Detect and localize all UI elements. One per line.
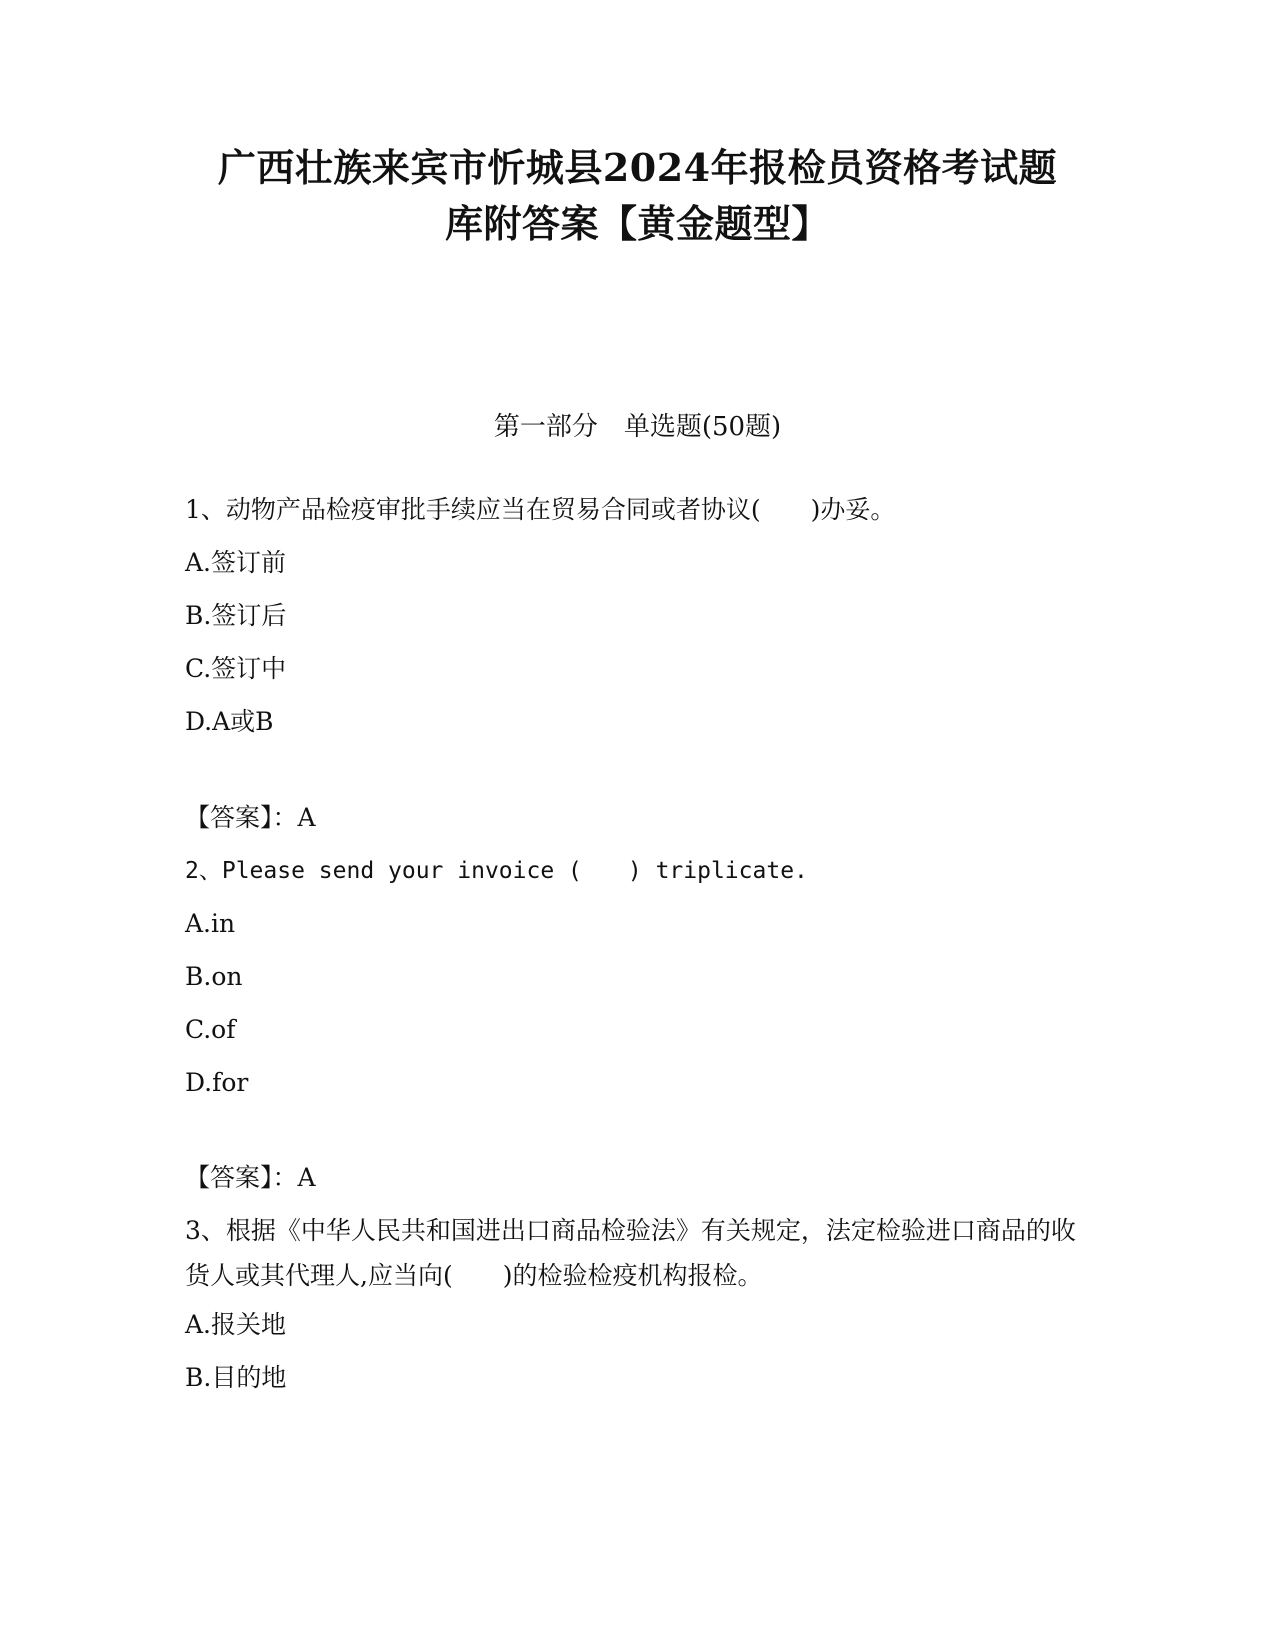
question-2-option-b: B.on bbox=[185, 962, 243, 991]
question-2-option-d: D.for bbox=[185, 1068, 249, 1097]
question-2-option-a: A.in bbox=[185, 909, 236, 938]
question-1-option-c: C.签订中 bbox=[185, 654, 287, 683]
question-2-option-c: C.of bbox=[185, 1015, 236, 1044]
section-heading: 第一部分 单选题(50题) bbox=[493, 412, 782, 442]
question-3-stem: 3、根据《中华人民共和国进出口商品检验法》有关规定，法定检验进口商品的收货人或其代理人,应当向( )的检验检疫机构报检。 bbox=[185, 1216, 1076, 1290]
question-2-answer: 【答案】：A bbox=[185, 1163, 316, 1192]
question-1-option-a: A.签订前 bbox=[185, 548, 287, 577]
title-line-1: 广西壮族来宾市忻城县2024年报检员资格考试题 bbox=[217, 145, 1058, 190]
question-1-option-d: D.A或B bbox=[185, 707, 274, 736]
question-1-option-b: B.签订后 bbox=[185, 601, 287, 630]
question-1-answer: 【答案】：A bbox=[185, 803, 316, 832]
title-line-2: 库附答案【黄金题型】 bbox=[444, 201, 830, 246]
question-2-stem: 2、Please send your invoice ( ) triplicate. bbox=[185, 858, 808, 884]
question-3-option-b: B.目的地 bbox=[185, 1363, 287, 1392]
document-title bbox=[150, 140, 1125, 252]
question-1-stem: 1、动物产品检疫审批手续应当在贸易合同或者协议( )办妥。 bbox=[185, 495, 896, 524]
question-3-option-a: A.报关地 bbox=[185, 1310, 287, 1339]
